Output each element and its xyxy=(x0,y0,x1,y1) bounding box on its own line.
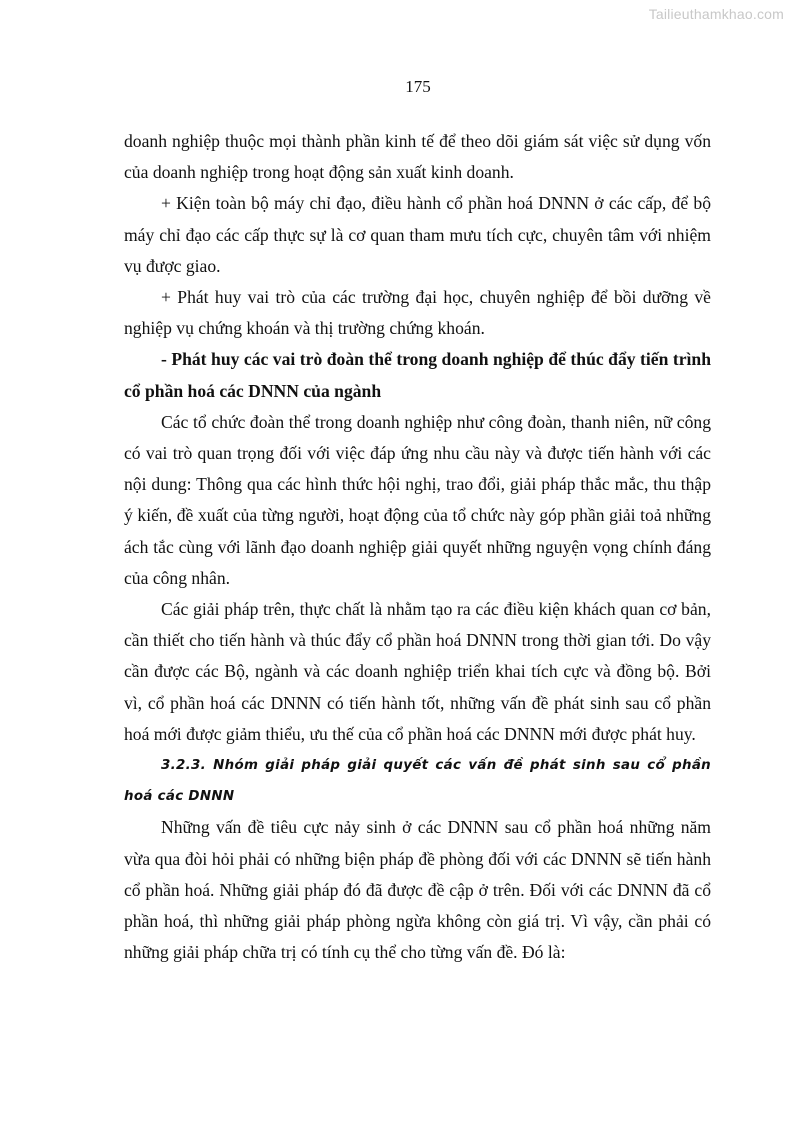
paragraph-universities-role: + Phát huy vai trò của các trường đại học, chuyên nghiệp để bồi dưỡng về nghiệp vụ chứng khoán và thị trường chứng khoán. xyxy=(124,287,711,339)
paragraph-post-equitization-issues: Những vấn đề tiêu cực nảy sinh ở các DNNN sau cổ phần hoá những năm vừa qua đòi hỏi phải có những biện pháp đề phòng đối với các DNNN sẽ tiến hành cổ phần hoá. Những giải pháp đó đã được đề cập ở trên. Đối với các DNNN đã cổ phần hoá, thì những giải pháp phòng ngừa không còn giá trị. Vì vậy, cần phải có những giải pháp chữa trị có tính cụ thể cho từng vấn đề. Đó là: xyxy=(124,817,711,963)
subheading-mass-organizations: - Phát huy các vai trò đoàn thể trong doanh nghiệp để thúc đẩy tiến trình cổ phần hoá các DNNN của ngành xyxy=(124,349,711,401)
section-heading-3-2-3: 3.2.3. Nhóm giải pháp giải quyết các vấn đề phát sinh sau cổ phần hoá các DNNN xyxy=(124,758,711,805)
watermark: Tailieuthamkhao.com xyxy=(648,6,784,22)
paragraph-solutions-summary: Các giải pháp trên, thực chất là nhằm tạo ra các điều kiện khách quan cơ bản, cần thiết cho tiến hành và thúc đẩy cổ phần hoá DNNN trong thời gian tới. Do vậy cần được các Bộ, ngành và các doanh nghiệp triển khai tích cực và đồng bộ. Bởi vì, cổ phần hoá các DNNN có tiến hành tốt, những vấn đề phát sinh sau cổ phần hoá mới được giảm thiểu, ưu thế của cổ phần hoá các DNNN mới được phát huy. xyxy=(124,599,711,744)
page-number: 175 xyxy=(405,77,431,96)
paragraph-mass-organizations: Các tổ chức đoàn thể trong doanh nghiệp như công đoàn, thanh niên, nữ công có vai trò quan trọng đối với việc đáp ứng nhu cầu này và được tiến hành với các nội dung: Thông qua các hình thức hội nghị, trao đổi, giải pháp thắc mắc, thu thập ý kiến, đề xuất của từng người, hoạt động của tổ chức này góp phần giải toả những ách tắc cùng với lãnh đạo doanh nghiệp giải quyết những nguyện vọng chính đáng của công nhân. xyxy=(124,411,711,588)
paragraph-leadership-apparatus: + Kiện toàn bộ máy chỉ đạo, điều hành cổ phần hoá DNNN ở các cấp, để bộ máy chỉ đạo các cấp thực sự là cơ quan tham mưu tích cực, chuyên tâm với nhiệm vụ được giao. xyxy=(124,193,711,276)
paragraph-continuation: doanh nghiệp thuộc mọi thành phần kinh tế để theo dõi giám sát việc sử dụng vốn của doanh nghiệp trong hoạt động sản xuất kinh doanh. xyxy=(124,131,711,183)
page-body xyxy=(124,126,711,968)
